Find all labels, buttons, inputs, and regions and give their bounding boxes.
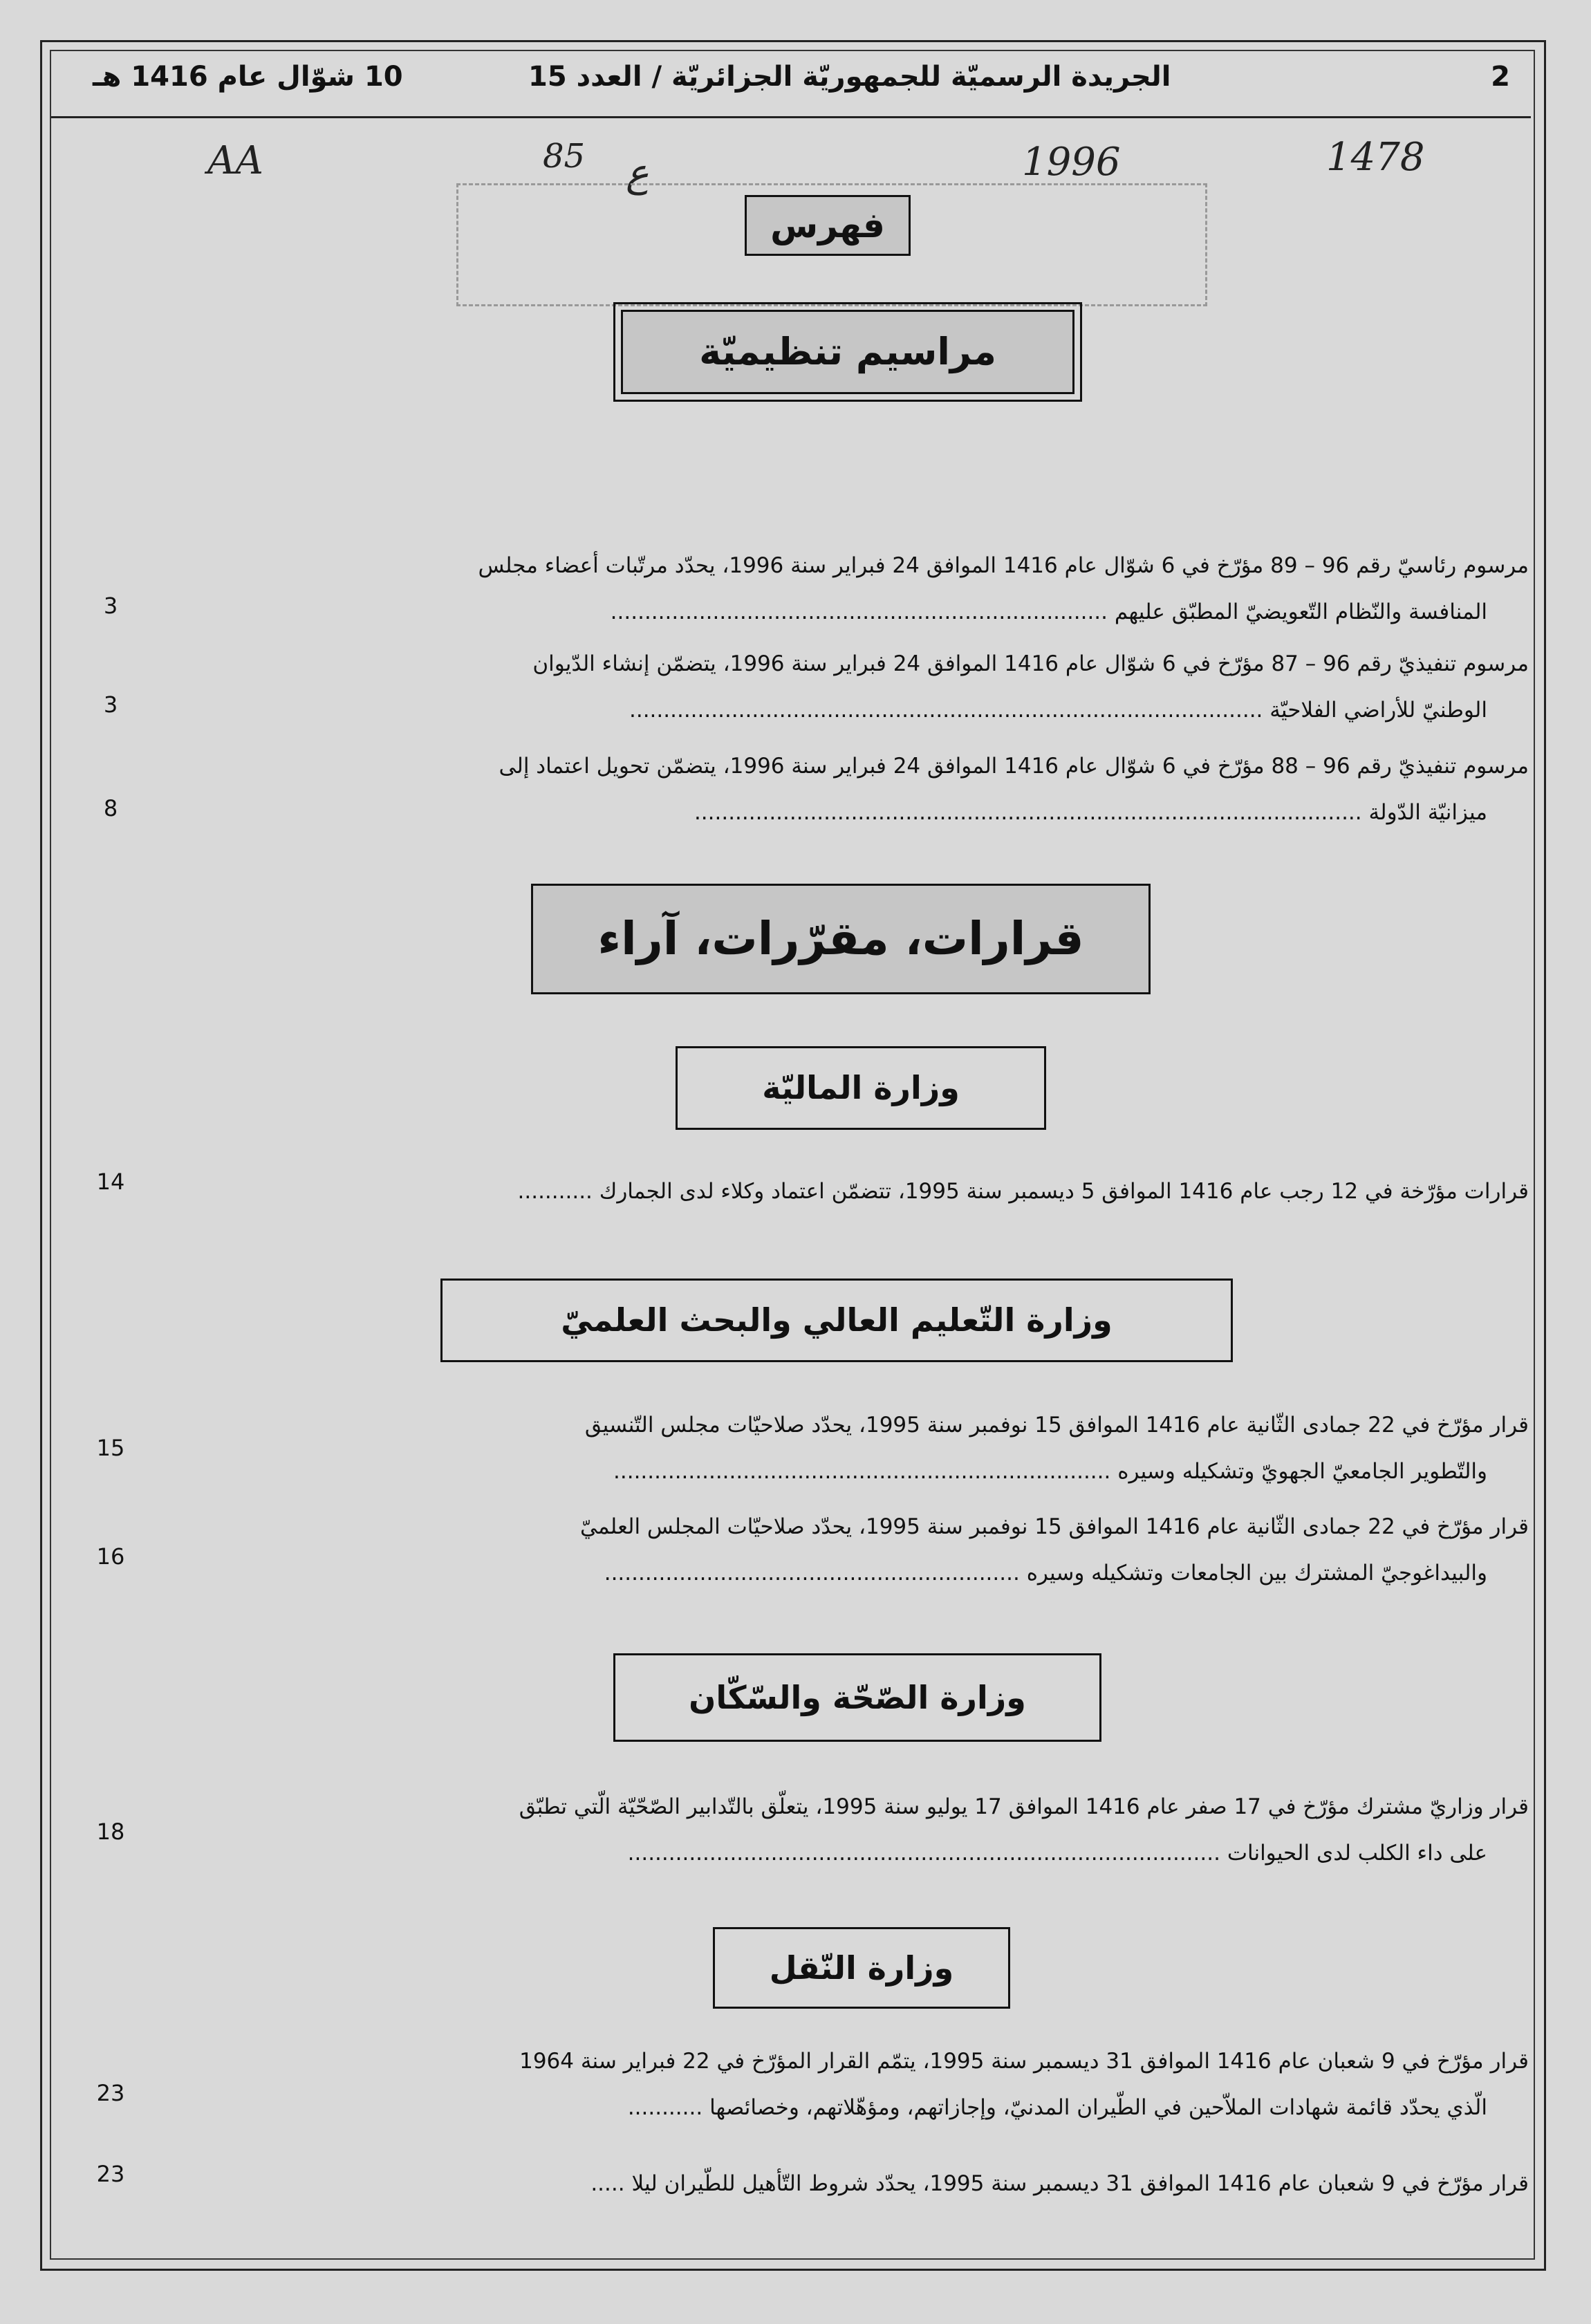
page-number: 2 xyxy=(1491,61,1510,93)
toc-entry-line: المنافسة والنّظام التّعويضيّ المطبّق عليهم xyxy=(1114,599,1487,624)
toc-page-number: 23 xyxy=(96,2161,125,2187)
toc-entry[interactable]: قرار مؤرّخ في 22 جمادى الثّانية عام 1416 الموافق 15 نوفمبر سنة 1995، يحدّد صلاحيّات مجلس التّنسيق والتّطوير الجامعيّ الجهويّ وتشكيله وسيره ......................................................................... xyxy=(146,1402,1529,1495)
page-header xyxy=(51,54,1531,118)
toc-page-number: 15 xyxy=(96,1435,125,1461)
toc-entry[interactable]: قرار مؤرّخ في 9 شعبان عام 1416 الموافق 31 ديسمبر سنة 1995، يحدّد شروط التّأهيل للطّيران ليلا ..... xyxy=(590,2171,1529,2196)
toc-entry-line: ميزانيّة الدّولة xyxy=(1368,800,1487,825)
toc-entry-line: على داء الكلب لدى الحيوانات xyxy=(1227,1841,1487,1866)
handwritten-mark-b: 85 xyxy=(543,137,586,176)
toc-entry-line: والبيداغوجيّ المشترك بين الجامعات وتشكيله وسيره xyxy=(1026,1561,1487,1586)
issue-date: 10 شوّال عام 1416 هـ xyxy=(93,61,403,93)
toc-page-number: 14 xyxy=(96,1169,125,1195)
handwritten-mark-c: ع xyxy=(626,151,649,196)
toc-entry-line: قرار مؤرّخ في 22 جمادى الثّانية عام 1416 الموافق 15 نوفمبر سنة 1995، يحدّد صلاحيّات المجلس العلميّ xyxy=(580,1514,1529,1539)
section-heading-decisions: قرارات، مقرّرات، آراء xyxy=(531,884,1151,994)
toc-entry[interactable]: قرار مؤرّخ في 22 جمادى الثّانية عام 1416 الموافق 15 نوفمبر سنة 1995، يحدّد صلاحيّات المجلس العلميّ والبيداغوجيّ المشترك بين الجامعات وتشكيله وسيره ............................................................. xyxy=(146,1504,1529,1597)
toc-page-number: 8 xyxy=(103,795,118,821)
toc-page-number: 23 xyxy=(96,2080,125,2106)
toc-entry[interactable]: مرسوم تنفيذيّ رقم 96 – 87 مؤرّخ في 6 شوّال عام 1416 الموافق 24 فبراير سنة 1996، يتضمّن إنشاء الدّيوان الوطنيّ للأراضي الفلاحيّة ............................................................................................. xyxy=(146,641,1529,734)
toc-entry-line: مرسوم تنفيذيّ رقم 96 – 87 مؤرّخ في 6 شوّال عام 1416 الموافق 24 فبراير سنة 1996، يتضمّن إنشاء الدّيوان xyxy=(532,651,1529,676)
handwritten-mark-a: AA xyxy=(207,138,263,183)
journal-title: الجريدة الرسميّة للجمهوريّة الجزائريّة / العدد 15 xyxy=(528,61,1171,93)
section-heading-decrees: مراسيم تنظيميّة xyxy=(621,310,1074,394)
toc-entry-line: قرار مؤرّخ في 9 شعبان عام 1416 الموافق 31 ديسمبر سنة 1995، يحدّد شروط التّأهيل للطّيران ليلا xyxy=(631,2171,1529,2196)
section-heading-health: وزارة الصّحّة والسّكّان xyxy=(613,1653,1101,1742)
toc-title: فهرس xyxy=(745,195,911,256)
section-heading-higher-education: وزارة التّعليم العالي والبحث العلميّ xyxy=(440,1279,1233,1362)
section-heading-finance: وزارة الماليّة xyxy=(676,1046,1046,1130)
toc-entry-line: قرار مؤرّخ في 22 جمادى الثّانية عام 1416 الموافق 15 نوفمبر سنة 1995، يحدّد صلاحيّات مجلس التّنسيق xyxy=(584,1413,1529,1438)
section-heading-transport: وزارة النّقل xyxy=(713,1927,1010,2009)
toc-entry[interactable]: قرار مؤرّخ في 9 شعبان عام 1416 الموافق 31 ديسمبر سنة 1995، يتمّم القرار المؤرّخ في 22 فبراير سنة 1964 الّذي يحدّد قائمة شهادات الملاّحين في الطّيران المدنيّ، وإجازاتهم، ومؤهّلاتهم، وخصائصها ........... xyxy=(146,2038,1529,2131)
toc-page-number: 16 xyxy=(96,1543,125,1570)
toc-entry[interactable]: مرسوم رئاسيّ رقم 96 – 89 مؤرّخ في 6 شوّال عام 1416 الموافق 24 فبراير سنة 1996، يحدّد مرتّبات أعضاء مجلس المنافسة والنّظام التّعويضيّ المطبّق عليهم ......................................................................... xyxy=(146,543,1529,635)
toc-page-number: 18 xyxy=(96,1819,125,1845)
toc-page-number: 3 xyxy=(103,593,118,619)
toc-entry[interactable]: مرسوم تنفيذيّ رقم 96 – 88 مؤرّخ في 6 شوّال عام 1416 الموافق 24 فبراير سنة 1996، يتضمّن تحويل اعتماد إلى ميزانيّة الدّولة .................................................................................................. xyxy=(146,743,1529,836)
toc-entry-line: قرار وزاريّ مشترك مؤرّخ في 17 صفر عام 1416 الموافق 17 يوليو سنة 1995، يتعلّق بالتّدابير الصّحّيّة الّتي تطبّق xyxy=(519,1794,1529,1819)
toc-entry-line: الوطنيّ للأراضي الفلاحيّة xyxy=(1269,698,1487,723)
toc-entry[interactable]: قرارات مؤرّخة في 12 رجب عام 1416 الموافق 5 ديسمبر سنة 1995، تتضمّن اعتماد وكلاء لدى الجمارك ........... xyxy=(517,1179,1529,1204)
toc-entry[interactable]: قرار وزاريّ مشترك مؤرّخ في 17 صفر عام 1416 الموافق 17 يوليو سنة 1995، يتعلّق بالتّدابير الصّحّيّة الّتي تطبّق على داء الكلب لدى الحيوانات ....................................................................................... xyxy=(146,1784,1529,1877)
toc-entry-line: مرسوم تنفيذيّ رقم 96 – 88 مؤرّخ في 6 شوّال عام 1416 الموافق 24 فبراير سنة 1996، يتضمّن تحويل اعتماد إلى xyxy=(499,754,1529,779)
toc-entry-line: الّذي يحدّد قائمة شهادات الملاّحين في الطّيران المدنيّ، وإجازاتهم، ومؤهّلاتهم، وخصائصها xyxy=(709,2095,1487,2120)
toc-page-number: 3 xyxy=(103,691,118,718)
toc-entry-line: مرسوم رئاسيّ رقم 96 – 89 مؤرّخ في 6 شوّال عام 1416 الموافق 24 فبراير سنة 1996، يحدّد مرتّبات أعضاء مجلس xyxy=(478,553,1529,578)
toc-entry-line: قرار مؤرّخ في 9 شعبان عام 1416 الموافق 31 ديسمبر سنة 1995، يتمّم القرار المؤرّخ في 22 فبراير سنة 1964 xyxy=(519,2049,1529,2074)
handwritten-ref: 1478 xyxy=(1326,135,1425,180)
toc-entry-line: والتّطوير الجامعيّ الجهويّ وتشكيله وسيره xyxy=(1117,1459,1487,1484)
handwritten-year: 1996 xyxy=(1022,140,1121,185)
toc-entry-line: قرارات مؤرّخة في 12 رجب عام 1416 الموافق 5 ديسمبر سنة 1995، تتضمّن اعتماد وكلاء لدى الجمارك xyxy=(599,1179,1529,1204)
